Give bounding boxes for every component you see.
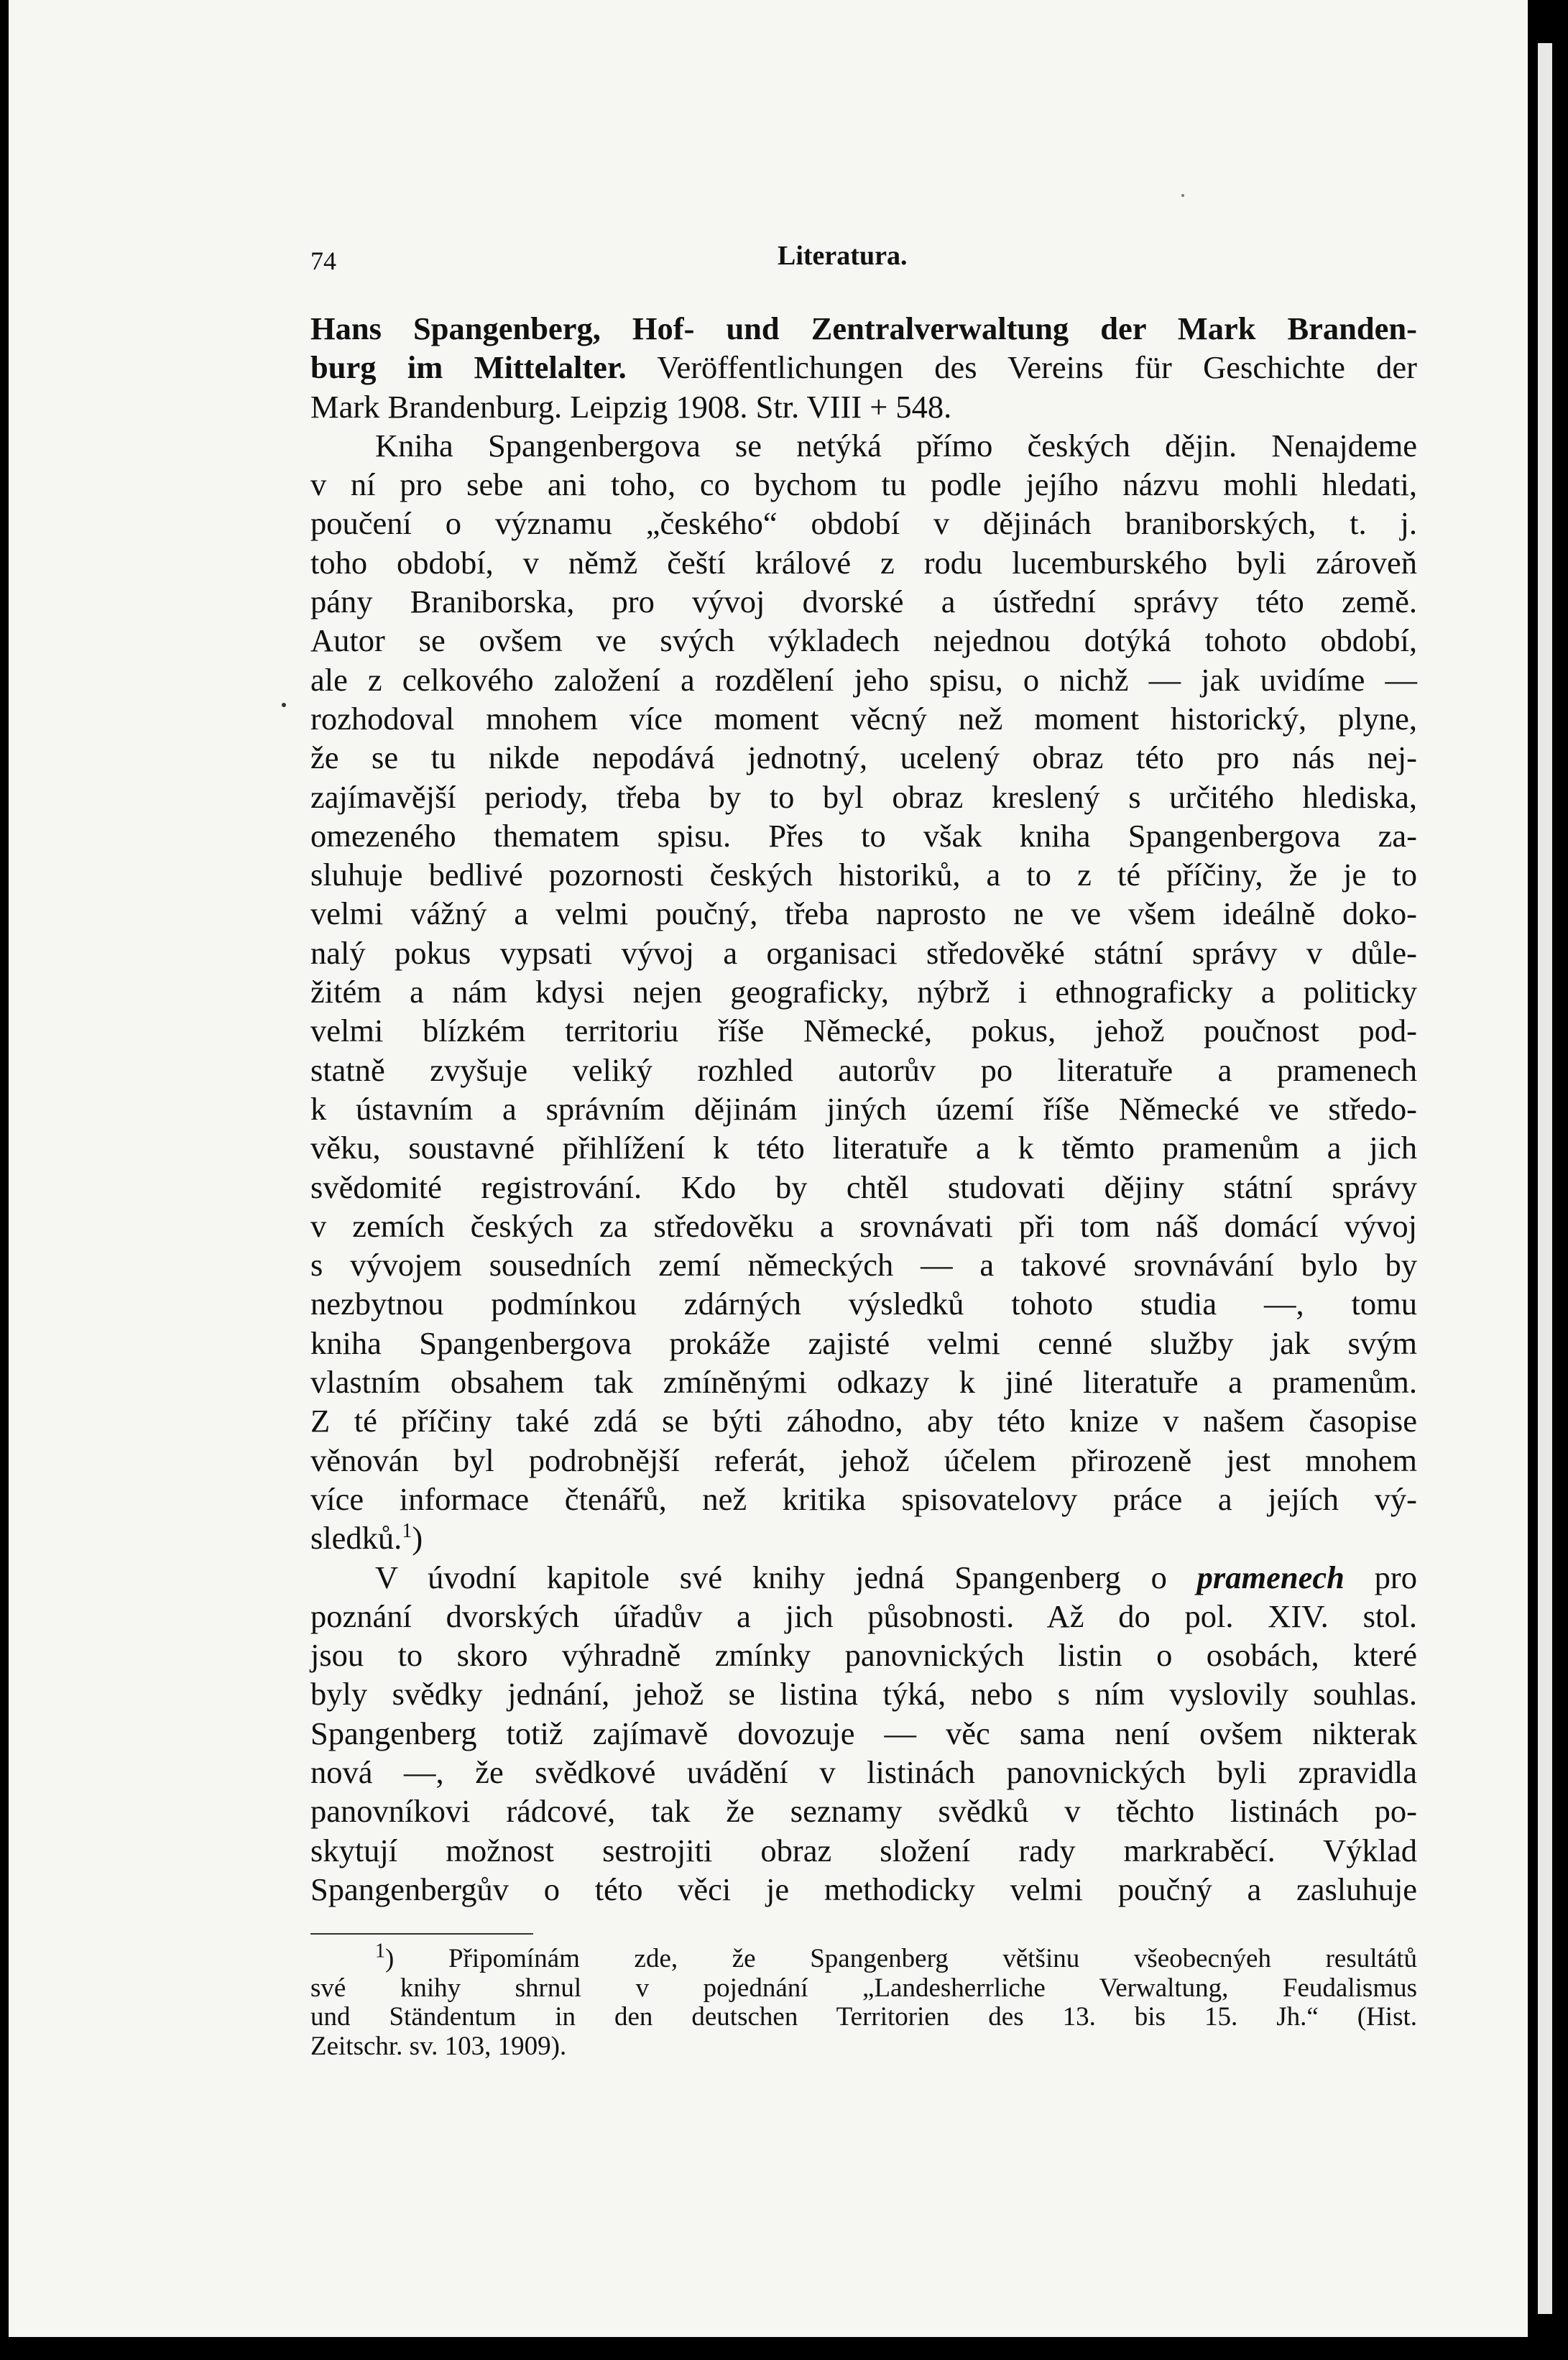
- text-line: s vývojem sousedních zemí německých — a takové srovnávání bylo by: [310, 1247, 1417, 1283]
- page-number: 74: [310, 246, 336, 275]
- text-line: burg im Mittelalter. Veröffentlichungen des Vereins für Geschichte der: [310, 349, 1417, 386]
- text-line: nalý pokus vypsati vývoj a organisaci středověké státní správy v důle-: [310, 934, 1417, 971]
- text-line: v zemích českých za středověku a srovnávati při tom náš domácí vývoj: [310, 1207, 1417, 1244]
- text-line: svědomité registrování. Kdo by chtěl studovati dějiny státní správy: [310, 1169, 1417, 1205]
- text-line: Hans Spangenberg, Hof- und Zentralverwaltung der Mark Branden-: [310, 310, 1417, 346]
- text-line: Spangenbergův o této věci je methodicky velmi poučný a zasluhuje: [310, 1871, 1417, 1907]
- text-line: Z té příčiny také zdá se býti záhodno, aby této knize v našem časopise: [310, 1403, 1417, 1439]
- text-line: kniha Spangenbergova prokáže zajisté velmi cenné služby jak svým: [310, 1324, 1417, 1361]
- page-edge-stripe: [1538, 43, 1552, 2314]
- text-line: poznání dvorských úřadův a jich působnosti. Až do pol. XIV. stol.: [310, 1598, 1417, 1634]
- text-line: skytují možnost sestrojiti obraz složení rady markraběcí. Výklad: [310, 1832, 1417, 1868]
- footnote-marker: 1: [375, 1940, 385, 1963]
- document-page: [9, 0, 1528, 2337]
- footnote-divider: [310, 1933, 533, 1935]
- footnote-reference: 1: [402, 1520, 412, 1543]
- text-line: ale z celkového založení a rozdělení jeho spisu, o nichž — jak uvidíme —: [310, 661, 1417, 698]
- text-line: toho období, v němž čeští králové z rodu lucemburského byli zároveň: [310, 544, 1417, 581]
- footnote: [310, 1940, 1417, 2061]
- text-line: Mark Brandenburg. Leipzig 1908. Str. VIII + 548.: [310, 388, 952, 425]
- text-line: že se tu nikde nepodává jednotný, ucelený obraz této pro nás nej-: [310, 739, 1417, 776]
- footnote-line: své knihy shrnul v pojednání „Landesherrliche Verwaltung, Feudalismus: [310, 1973, 1417, 2003]
- text-line: Spangenberg totiž zajímavě dovozuje — věc sama není ovšem nikterak: [310, 1715, 1417, 1751]
- text-line: věnován byl podrobnější referát, jehož účelem přirozeně jest mnohem: [310, 1442, 1417, 1478]
- text-line: nezbytnou podmínkou zdárných výsledků tohoto studia —, tomu: [310, 1286, 1417, 1322]
- footnote-line: Zeitschr. sv. 103, 1909).: [310, 2031, 567, 2061]
- text-line: nová —, že svědkové uvádění v listinách panovnických byli zpravidla: [310, 1753, 1417, 1790]
- emphasis-term: pramenech: [1196, 1559, 1345, 1595]
- text-line: sluhuje bedlivé pozornosti českých historiků, a to z té příčiny, že je to: [310, 857, 1417, 893]
- text-line: v ní pro sebe ani toho, co bychom tu podle jejího názvu mohli hledati,: [310, 466, 1417, 503]
- text-line: k ústavním a správním dějinám jiných území říše Německé ve středo-: [310, 1090, 1417, 1127]
- page-header: [310, 240, 1410, 283]
- text-line: panovníkovi rádcové, tak že seznamy svědků v těchto listinách po-: [310, 1793, 1417, 1830]
- text-line: poučení o významu „českého“ období v dějinách braniborských, t. j.: [310, 505, 1417, 542]
- text-line: omezeného thematem spisu. Přes to však kniha Spangenbergova za-: [310, 817, 1417, 854]
- text-line: byly svědky jednání, jehož se listina týká, nebo s ním vyslovily souhlas.: [310, 1676, 1417, 1713]
- footnote-line: und Ständentum in den deutschen Territorien des 13. bis 15. Jh.“ (Hist.: [310, 2002, 1417, 2032]
- scan-border-right: [1528, 0, 1568, 2360]
- text-line: více informace čtenářů, než kritika spisovatelovy práce a jejích vý-: [310, 1480, 1417, 1517]
- text-line: velmi vážný a velmi poučný, třeba naprosto ne ve všem ideálně doko-: [310, 895, 1417, 932]
- text-line: statně zvyšuje veliký rozhled autorův po literatuře a pramenech: [310, 1051, 1417, 1088]
- review-body: [310, 309, 1417, 1909]
- text-line: velmi blízkém territoriu říše Německé, pokus, jehož poučnost pod-: [310, 1013, 1417, 1049]
- text-line: zajímavější periody, třeba by to byl obraz kreslený s určitého hlediska,: [310, 778, 1417, 815]
- text-line: pány Braniborska, pro vývoj dvorské a ústřední správy této země.: [310, 584, 1417, 620]
- text-line: jsou to skoro výhradně zmínky panovnických listin o osobách, které: [310, 1637, 1417, 1674]
- text-line: Autor se ovšem ve svých výkladech nejednou dotýká tohoto období,: [310, 622, 1417, 659]
- scan-border-bottom: [0, 2337, 1568, 2360]
- margin-mark: [282, 703, 286, 707]
- text-line: sledků.$^1$): [310, 1520, 423, 1557]
- text-line: Kniha Spangenbergova se netýká přímo českých dějin. Nenajdeme: [375, 427, 1417, 464]
- text-line: V úvodní kapitole své knihy jedná Spangenberg o pramenech pro: [375, 1559, 1417, 1595]
- footnote-line: $^1$) Připomínám zde, že Spangenberg většinu všeobecnýeh resultátů: [375, 1940, 1417, 1973]
- text-line: vlastním obsahem tak zmíněnými odkazy k jiné literatuře a pramenům.: [310, 1364, 1417, 1401]
- text-line: věku, soustavné přihlížení k této literatuře a k těmto pramenům a jich: [310, 1130, 1417, 1166]
- text-line: žitém a nám kdysi nejen geograficky, nýbrž i ethnograficky a politicky: [310, 974, 1417, 1010]
- running-title: Literatura.: [778, 241, 908, 271]
- paper-speck: [1181, 194, 1184, 197]
- text-line: rozhodoval mnohem více moment věcný než moment historický, plyne,: [310, 700, 1417, 737]
